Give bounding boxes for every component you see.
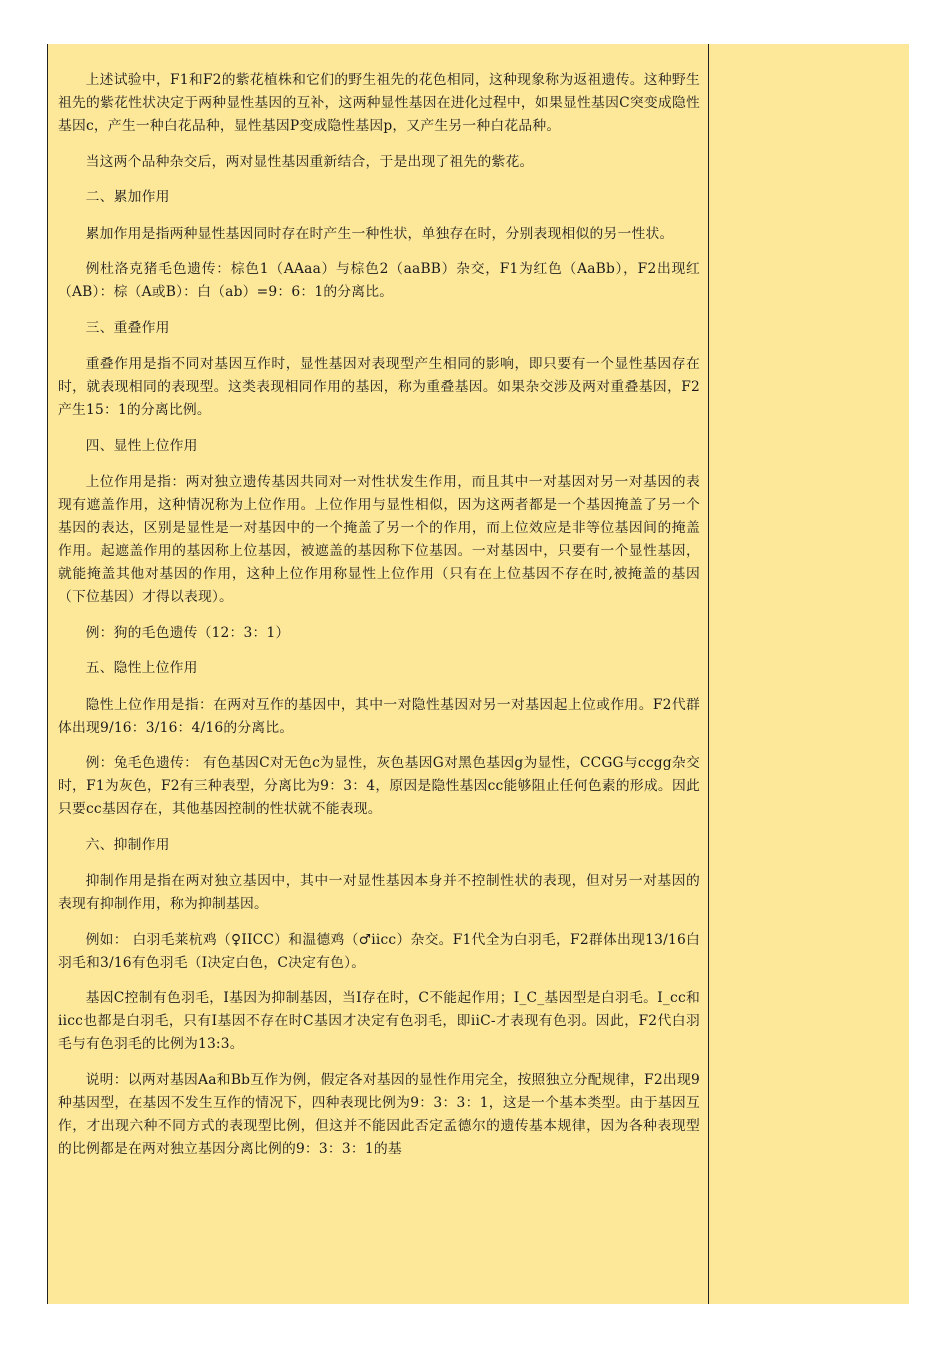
- section-heading-3: 三、重叠作用: [85, 319, 170, 336]
- paragraph-11: 例如： 白羽毛莱杭鸡（♀IICC）和温德鸡（♂iicc）杂交。F1代全为白羽毛，F2群体出现13/16白羽毛和3/16有色羽毛（I决定白色，C决定有色）。: [58, 931, 700, 971]
- paragraph-12: 基因C控制有色羽毛，I基因为抑制基因，当I存在时，C不能起作用；I_C_基因型是白羽毛。I_cc和iicc也都是白羽毛，只有I基因不存在时C基因才决定有色羽毛，即iiC-才表现有色羽。因此，F2代白羽毛与有色羽毛的比例为13:3。: [58, 990, 700, 1052]
- side-cell: [709, 44, 909, 1304]
- paragraph-1: 上述试验中，F1和F2的紫花植株和它们的野生祖先的花色相同，这种现象称为返祖遗传。这种野生祖先的紫花性状决定于两种显性基因的互补，这两种显性基因在进化过程中，如果显性基因C突变成隐性基因c，产生一种白花品种，显性基因P变成隐性基因p，又产生另一种白花品种。: [58, 72, 700, 134]
- paragraph-4: 例杜洛克猪毛色遗传：棕色1（AAaa）与棕色2（aaBB）杂交，F1为红色（AaBb），F2出现红（AB）：棕（A或B）：白（ab）=9：6：1的分离比。: [58, 261, 700, 300]
- paragraph-9: 例：兔毛色遗传： 有色基因C对无色c为显性，灰色基因G对黑色基因g为显性，CCGG与ccgg杂交时，F1为灰色，F2有三种表型，分离比为9：3：4，原因是隐性基因cc能够阻止任何色素的形成。因此只要cc基因存在，其他基因控制的性状就不能表现。: [58, 755, 700, 817]
- content-body: [58, 69, 700, 1173]
- section-heading-2: 二、累加作用: [85, 189, 170, 205]
- document-table: [47, 44, 909, 1304]
- section-heading-6: 六、抑制作用: [85, 836, 170, 853]
- paragraph-5: 重叠作用是指不同对基因互作时，显性基因对表现型产生相同的影响，即只要有一个显性基因存在时，就表现相同的表现型。这类表现相同作用的基因，称为重叠基因。如果杂交涉及两对重叠基因，F2产生15：1的分离比例。: [58, 356, 700, 418]
- paragraph-3: 累加作用是指两种显性基因同时存在时产生一种性状，单独存在时，分别表现相似的另一性状。: [85, 225, 674, 242]
- paragraph-6: 上位作用是指：两对独立遗传基因共同对一对性状发生作用，而且其中一对基因对另一对基因的表现有遮盖作用，这种情况称为上位作用。上位作用与显性相似，因为这两者都是一个基因掩盖了另一个基因的表达，区别是显性是一对基因中的一个掩盖了另一个的作用，而上位效应是非等位基因间的掩盖作用。起遮盖作用的基因称上位基因，被遮盖的基因称下位基因。一对基因中，只要有一个显性基因，就能掩盖其他对基因的作用，这种上位作用称显性上位作用（只有在上位基因不存在时,被掩盖的基因（下位基因）才得以表现）。: [58, 474, 700, 605]
- paragraph-13: 说明：以两对基因Aa和Bb互作为例，假定各对基因的显性作用完全，按照独立分配规律，F2出现9种基因型，在基因不发生互作的情况下，四种表现比例为9：3：3：1，这是一个基本类型。由于基因互作，才出现六种不同方式的表现型比例，但这并不能因此否定孟德尔的遗传基本规律，因为各种表现型的比例都是在两对独立基因分离比例的9：3：3：1的基: [58, 1071, 700, 1157]
- paragraph-2: 当这两个品种杂交后，两对显性基因重新结合，于是出现了祖先的紫花。: [85, 153, 534, 170]
- paragraph-10: 抑制作用是指在两对独立基因中，其中一对显性基因本身并不控制性状的表现，但对另一对基因的表现有抑制作用，称为抑制基因。: [58, 873, 700, 912]
- section-heading-5: 五、隐性上位作用: [85, 660, 198, 676]
- paragraph-8: 隐性上位作用是指：在两对互作的基因中，其中一对隐性基因对另一对基因起上位或作用。F2代群体出现9/16：3/16：4/16的分离比。: [58, 696, 700, 736]
- paragraph-7: 例：狗的毛色遗传（12：3：1）: [85, 624, 290, 641]
- section-heading-4: 四、显性上位作用: [85, 437, 198, 454]
- main-content-cell: [47, 44, 709, 1304]
